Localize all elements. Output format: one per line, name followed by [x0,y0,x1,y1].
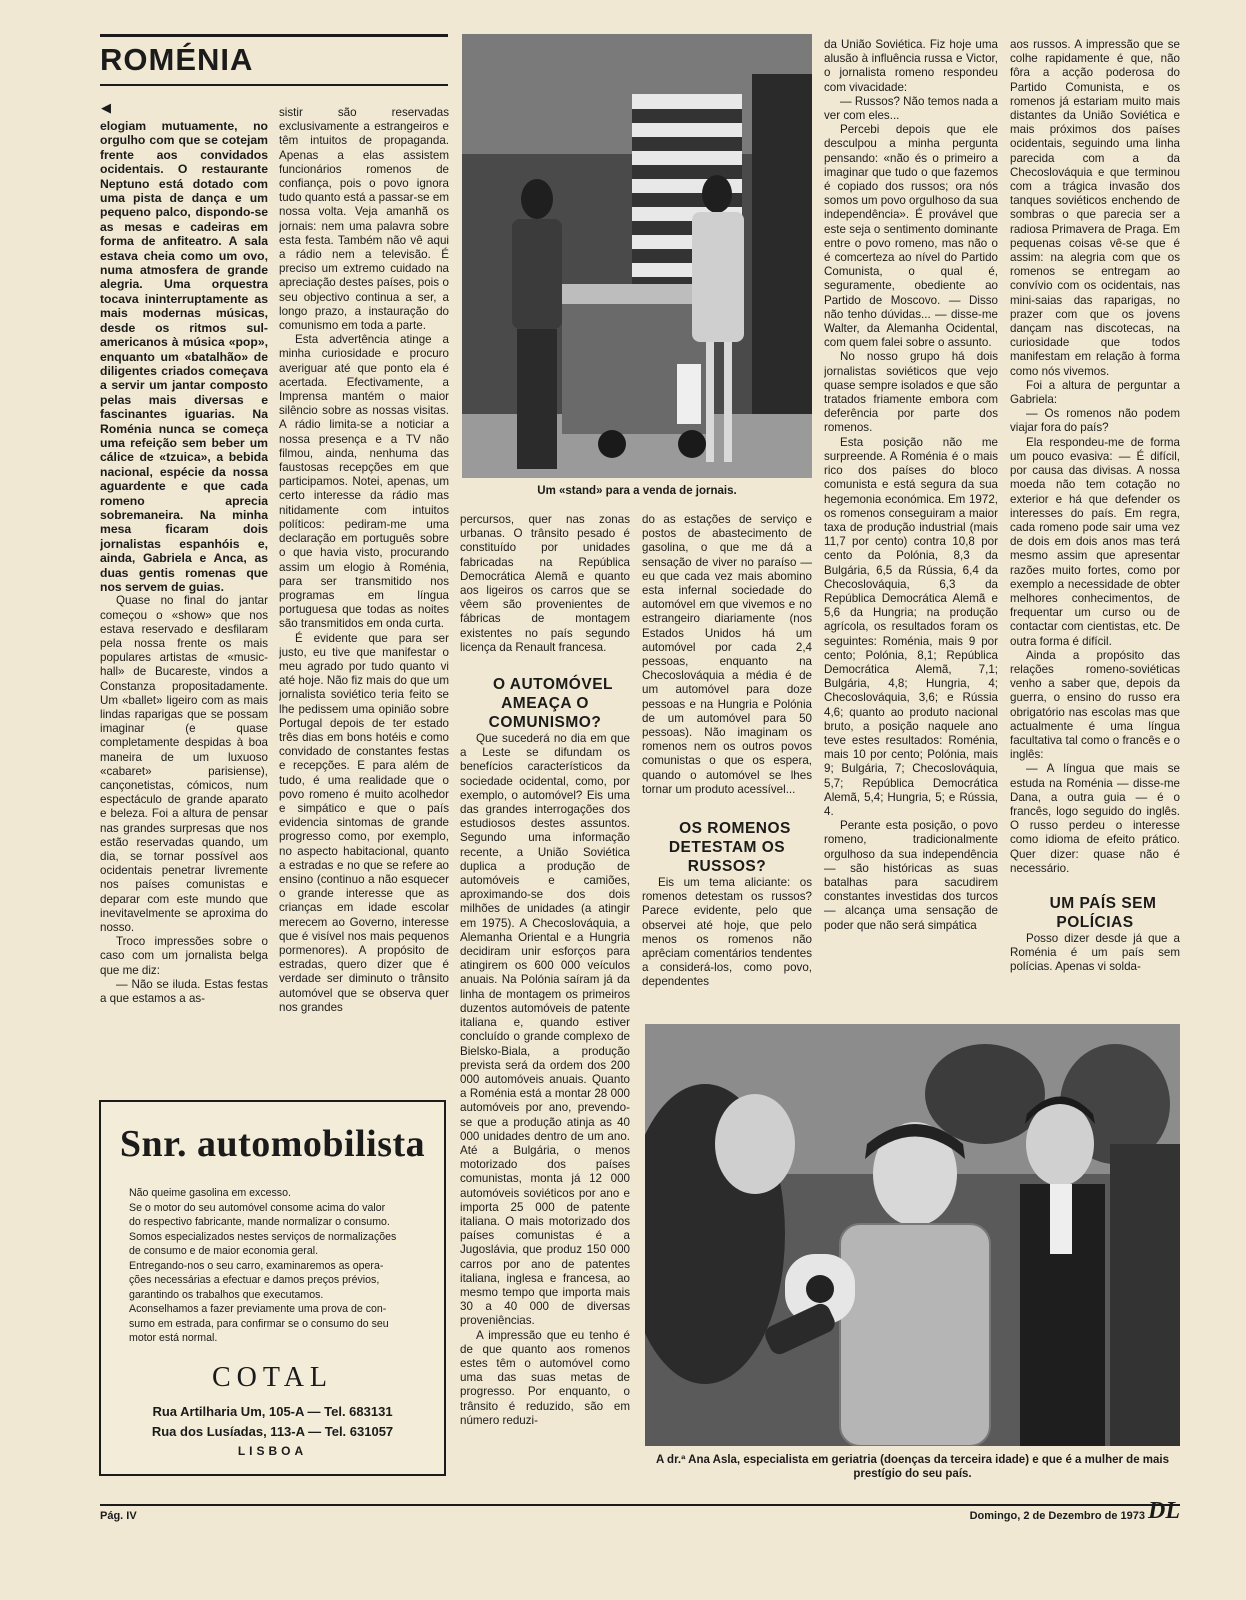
column-5 [824,38,998,1018]
ad-line: Entregando-nos o seu carro, examinaremos as opera- [129,1259,384,1272]
ad-line: ções necessárias a efectuar e damos preços prévios, [129,1274,380,1286]
ad-body [129,1186,416,1346]
col3-paragraph-2: Que sucederá no dia em que a Leste se difundam os benefícios característicos da sociedade ocidental, como, por exemplo, o automóvel? Eis uma das grandes interrogações dos estudiosos destes assuntos. Segundo uma informação recente, a União Soviética duplica a produção de automóveis e camiões, aproximando-se dos dois milhões de unidades (a atingir em 1975). A Checoslováquia, a Alemanha Oriental e a Hungria decidiram unir esforços para atingirem os 600 000 veículos anuais. Na Polónia saíram já da linha de montagem os primeiros duzentos automóveis de patente italiana e, quando estiver concluído o grande complexo de Bielsko-Biala, a produção prevista será da ordem dos 200 000 automóveis anuais. Quanto a Roménia está a montar 28 000 automóveis por ano, prevendo-se que a produção atinja as 40 000 unidades dentro de um ano. Até a Bulgária, o menos motorizado dos países comunistas, monta já 12 000 automóveis soviéticos por ano e importa 25 000 de patente italiana. O mais motorizado dos países comunistas é a Jugoslávia, que produz 150 000 carros por ano de patentes italiana, inglesa e francesa, ao mesmo tempo que importa mais 30 a 40 000 de diversas proveniências. [460,732,630,1328]
col6-paragraph-2: Foi a altura de perguntar a Gabriela: [1010,378,1180,407]
col5-paragraph-3: Percebi depois que ele desculpou a minha pergunta pensando: «não és o primeiro a imaginar que tudo o que fazemos é copiado dos russos; ora nós somos um povo orgulhoso da sua independência». É provável que este seja o sentimento dominante entre o povo romeno, mas não o é comcerteza ao nível do Partido Comunista, o qual é, seguramente, obediente ao Partido de Moscovo. — Disso não tenho dúvidas... — disse-me Walter, da Alemanha Ocidental, com quem falei sobre o assunto. [824,123,998,350]
col2-paragraph-1: sistir são reservadas exclusivamente a estrangeiros e têm intuitos de propaganda. Apenas a elas assistem funcionários romenos de confiança, pois o povo ignora tudo quanto está a passar-se em nossa volta. Veja amanhã os jornais: nem uma palavra sobre esta festa. Também não vê aqui a rádio nem a televisão. É preciso um extremo cuidado na apreciação destes países, pois o seu objectivo continua a ser, a longo prazo, a instauração do comunismo em toda a parte. [279,106,449,333]
ad-line: do respectivo fabricante, mande normalizar o consumo. [129,1216,390,1228]
column-3 [460,513,630,1471]
photo2-caption: A dr.ª Ana Asla, especialista em geriatria (doenças da terceira idade) e que é a mulher de mais prestígio do seu país. [655,1454,1170,1480]
section-title: ROMÉNIA [100,42,254,77]
ad-line: sumo em estrada, para confirmar se o consumo do seu [129,1317,389,1330]
col6-paragraph-7: Posso dizer desde já que a Roménia é um país sem polícias. Apenas vi solda- [1010,931,1180,974]
photo1-caption: Um «stand» para a venda de jornais. [537,485,737,497]
col6-paragraph-3: — Os romenos não podem viajar fora do país? [1010,407,1180,435]
page-number: Pág. IV [100,1510,137,1522]
col2-paragraph-3: É evidente que para ser justo, eu tive que manifestar o meu agrado por tudo quanto vi até hoje. Não fiz mais do que um jornalista soviético teria feito se lhe pedissem uma opinião sobre Portugal depois de ter estado três dias em bons hotéis e como convidado de constantes festas e recepções. E para além de tudo, é uma realidade que o povo romeno é muito acolhedor e simpático e que o país evidencia sintomas de grande progresso como, por exemplo, no aspecto habitacional, quanto a estradas e no que se refere ao ensino (continuo a não esquecer o grande interesse que as crianças em idade escolar merecem ao Governo, interesse que é visível nos mais pequenos pormenores). A propósito de estradas, quero dizer que é verdade ser diminuto o trânsito automóvel que se observa quer nos grandes [279,631,449,1014]
col1-paragraph-4: — Não se iluda. Estas festas a que estamos a as- [100,977,268,1006]
ad-line: motor está normal. [129,1332,218,1344]
subheading-romenos-russos: OS ROMENOS DETESTAM OS RUSSOS? [668,820,791,876]
col6-paragraph-6: — A língua que mais se estuda na Roménia — disse-me Dana, a outra guia — é o francês, logo seguido do inglês. O russo perdeu o interesse como idioma de efeito prático. Quer dizer: quase não é necessário. [1010,762,1180,875]
ad-line: de consumo e de maior economia geral. [129,1245,319,1257]
col3-paragraph-3: A impressão que eu tenho é de que quanto aos romenos estes têm o automóvel como uma das suas metas de progresso. Por enquanto, o trânsito é reduzido, são em número reduzi- [460,1328,630,1427]
col1-paragraph-3: Troco impressões sobre o caso com um jornalista belga que me diz: [100,935,268,977]
col3-paragraph-1: percursos, quer nas zonas urbanas. O trânsito pesado é constituído por unidades fabricadas na República Democrática Alemã e quanto aos ligeiros os carros que se vêem são provenientes de fábricas de montagem existentes no país segundo licença da Renault francesa. [460,513,630,654]
column-6 [1010,38,1180,1018]
col5-paragraph-5: Esta posição não me surpreende. A Roménia é o mais rico dos países do bloco comunista e está segura da sua hegemonia económica. Em 1972, os romenos conseguiram a maior taxa de produção industrial (mais 11,7 por cento) contra 10,8 por cento da Polónia, 8,3 da Bulgária, 6,5 da Rússia, 6,4 da Checoslováquia, 6,3 da República Democrática Alemã e 5,6 da Hungria; na produção agrícola, os resultados foram os seguintes: Roménia, mais 9 por cento; Polónia, 8,1; República Democrática Alemã, 7,1; Bulgária, 4,8; Hungria, 4; Checoslováquia, 3,6; e Rússia 4,6; quanto ao produto nacional bruto, a posição naquele ano teve estes resultados: Roménia, mais 10 por cento; Polónia, mais 9; Bulgária, 7; Checoslováquia, 5,7; República Democrática Alemã, 5,4; Hungria, 5; e Rússia, 4. [824,435,998,818]
col6-paragraph-5: Ainda a propósito das relações romeno-soviéticas venho a saber que, depois da guerra, o ensino do russo era obrigatório nas escolas mas que actualmente é uma língua facultativa tal como o francês e o inglês: [1010,648,1180,762]
col1-paragraph-2: Quase no final do jantar começou o «show» que nos estava reservado e desfilaram pela nossa frente os mais populares artistas de «music-hall» de Bucareste, vindos a Constanza propositadamente. Um «ballet» ligeiro com as mais lindas raparigas que se possam imaginar (e quase completamente despidas à boa maneira de um luxuoso «cabaret» parisiense), cançonetistas, cómicos, num espectáculo de grande aparato e beleza. Foi a altura de pensar nas grandes surpresas que nos estão reservadas quando, um dia, se tornar possível aos ocidentais penetrar livremente nos países comunistas e deparar com este mundo que inevitavelmente se aproxima do nosso. [100,594,268,935]
col4-paragraph-1: do as estações de serviço e postos de abastecimento de gasolina, o que me dá a sensação de viver no paraíso — eu que cada vez mais abomino esta infernal sociedade do automóvel em que vivemos e no estrangeiro diariamente (nos Estados Unidos há um automóvel por cada 2,4 pessoas, enquanto na Checoslováquia a média é de um automóvel para doze pessoas e na Hungria e Polónia de um automóvel para 50 pessoas). Não imaginam os romenos nem os outros povos comunistas o que os espera, quando o automóvel se lhes tornar um produto acessível... [642,513,812,796]
ad-line: Somos especializados nestes serviços de normalizações [129,1230,397,1243]
newspaper-stand-photo [462,34,812,478]
column-4 [642,513,812,1018]
column-1 [100,119,268,1081]
subheading-automovel: O AUTOMÓVEL AMEAÇA O COMUNISMO? [488,676,614,732]
col6-paragraph-4: Ela respondeu-me de forma um pouco evasiva: — É difícil, por causa das divisas. A nossa moeda não tem cotação no exterior e há que defender os interesses do país. Em regra, cada romeno pode sair uma vez de dois em dois anos mas terá mesmo assim que apresentar razões muito fortes, como por exemplo a necessidade de obter melhores conhecimentos, de frequentar um curso ou de contactar com cientistas, etc. De outra forma é difícil. [1010,435,1180,648]
continuation-arrow-icon: ◀ [101,100,111,115]
header-bottom-rule [100,84,448,86]
column-2 [279,106,449,1081]
col1-lead-paragraph: elogiam mutuamente, no orgulho com que se cotejam frente aos convidados ocidentais. O restaurante Neptuno está dotado com uma pista de dança e um pequeno palco, dispondo-se as mesas e cadeiras em forma de anfiteatro. A sala estava cheia como um ovo, numa atmosfera de grande alegria. Uma orquestra tocava ininterruptamente as mais modernas músicas, desde os ritmos sul-americanos à música «pop», enquanto um «batalhão» de diligentes criados começava a servir um jantar composto pelas mais diversas e fascinantes iguarias. Na Roménia nunca se começa uma refeição sem beber um cálice de «tzuica», a bebida nacional, espécie da nossa aguardente e que cada romeno aprecia sobremaneira. Na minha mesa ficaram dois jornalistas espanhóis e, ainda, Gabriela e Anca, as duas gentis romenas que nos servem de guias. [100,119,268,594]
col4-paragraph-2: Eis um tema aliciante: os romenos detestam os russos? Parece evidente, pelo que observei até hoje, que pelo menos os romenos não aprêciam comentários tendentes a considerá-los, como povo, dependentes [642,876,812,989]
cotal-advertisement [99,1100,446,1476]
dl-logo: DL [1148,1498,1180,1524]
subheading-pais-sem-policias: UM PAÍS SEM POLÍCIAS [1049,894,1157,931]
ad-line: garantindo os trabalhos que executamos. [129,1288,324,1301]
ad-address [101,1402,444,1442]
ad-title: Snr. automobilista [119,1123,426,1165]
ad-line: Aconselhamos a fazer previamente uma prova de con- [129,1303,387,1315]
ad-address-2: Rua dos Lusíadas, 113-A — Tel. 631057 [151,1423,394,1439]
ad-city: LISBOA [237,1443,308,1458]
ana-asla-photo [645,1024,1180,1446]
ana-asla-illustration [645,1024,1180,1446]
col5-paragraph-2: — Russos? Não temos nada a ver com eles... [824,94,998,123]
ad-line: Não queime gasolina em excesso. [129,1187,291,1199]
col2-paragraph-2: Esta advertência atinge a minha curiosidade e procuro averiguar até que ponto ela é acertada. Efectivamente, a Imprensa mantém o maior silêncio sobre as nossas visitas. A rádio limita-se a noticiar a nossa presença e a TV não filmou, ainda, nenhuma das faustosas recepções em que participamos. Notei, apenas, um certo interesse da rádio mas nitidamente com intuitos políticos: pediram-me uma declaração em português sobre o que havia visto, procurando assim um elogio à Roménia, para ser transmitido nos programas em língua portuguesa que todas as noites são transmitidos em onda curta. [279,333,449,631]
newspaper-stand-illustration [462,34,812,478]
issue-date: Domingo, 2 de Dezembro de 1973 [969,1510,1145,1522]
ad-line: Se o motor do seu automóvel consome acima do valor [129,1201,386,1214]
ad-brand: COTAL [211,1361,334,1393]
col5-paragraph-6: Perante esta posição, o povo romeno, tradicionalmente orgulhoso da sua independência — são históricas as suas batalhas para sacudirem constantes investidas dos turcos — alcança uma sensação de poder que não será simpática [824,819,998,932]
header-top-rule [100,34,448,37]
footer-rule [100,1504,1180,1506]
col5-paragraph-1: da União Soviética. Fiz hoje uma alusão à influência russa e Victor, o jornalista romeno respondeu com vivacidade: [824,38,998,94]
col5-paragraph-4: No nosso grupo há dois jornalistas soviéticos que vejo quase sempre isolados e que são tratados friamente embora com deferência por parte dos romenos. [824,350,998,435]
col6-paragraph-1: aos russos. A impressão que se colhe rapidamente é que, não fôra a acção poderosa do Partido Comunista, e os romenos já estariam muito mais distantes da União Soviética e mais próximos dos países ocidentais, seguindo uma linha parecida com a da Checoslováquia e que terminou com a trágica invasão dos tanques soviéticos enchendo de sombras o que parecia ser a radiosa Primavera de Praga. Em pequenas coisas vê-se que é assim: na alegria com que os romenos se entregam ao convívio com os ocidentais, nas mini-saias das raparigas, no prazer com que os jovens dançam nas discotecas, na curiosidade que todos manifestam em relação à forma como nós vivemos. [1010,38,1180,378]
ad-address-1: Rua Artilharia Um, 105-A — Tel. 683131 [152,1403,393,1419]
